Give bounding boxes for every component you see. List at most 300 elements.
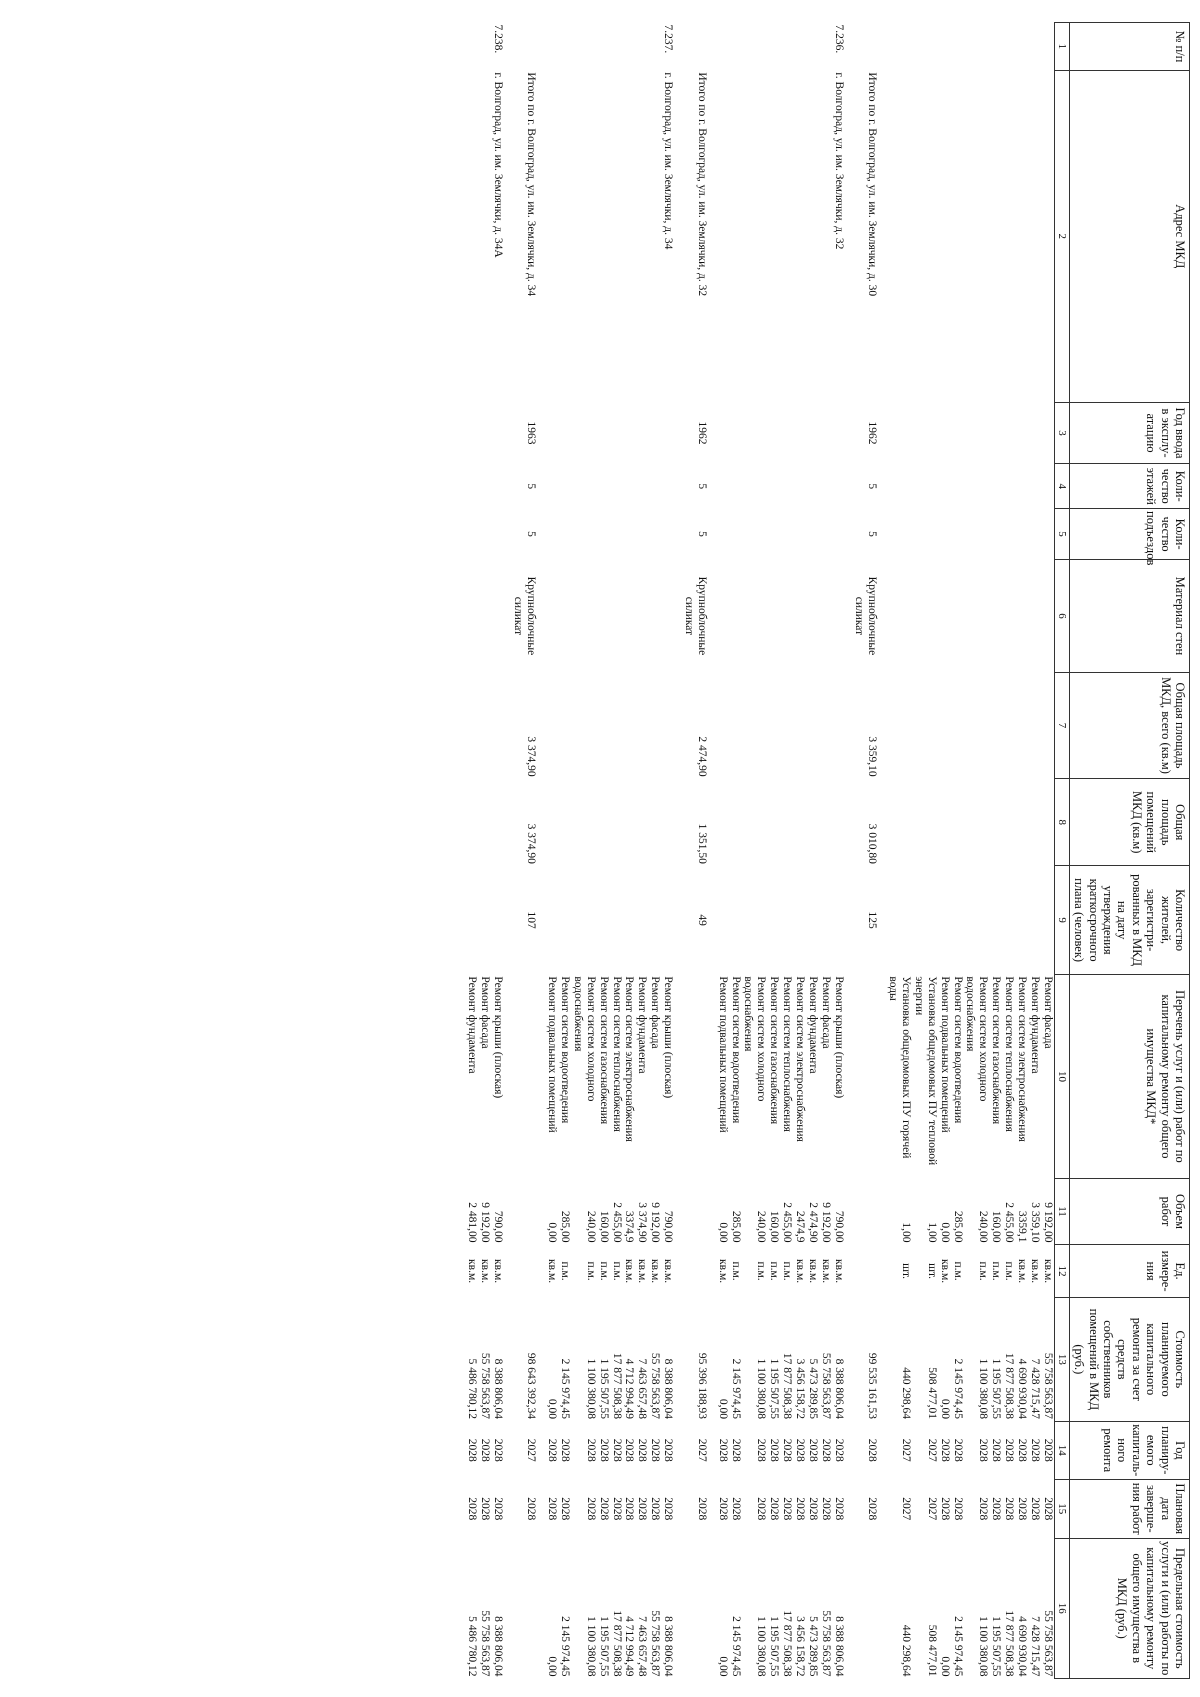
cell-limit: 8 388 806,04 [491, 1616, 504, 1677]
cell-cost: 55 758 563,87 [819, 1352, 832, 1420]
cell-address [1041, 70, 1054, 402]
cell-cost: 1 195 507,55 [597, 1358, 610, 1420]
cell-area [1028, 672, 1041, 778]
table-row [545, 23, 558, 1679]
cell-area [767, 672, 780, 778]
table-row [793, 23, 806, 1679]
cell-unit: п.м. [559, 1261, 572, 1281]
cell-work: Ремонт подвальных помещений [546, 976, 559, 1133]
cell-area [597, 672, 610, 778]
cell-area-prem [742, 779, 768, 866]
table-row [558, 23, 571, 1679]
cell-floors [465, 464, 478, 509]
table-row [478, 23, 491, 1679]
cell-limit: 0,00 [546, 1656, 559, 1677]
capital-repair-table [465, 22, 1190, 1679]
cell-address [806, 70, 819, 402]
cell-unit: п.м. [768, 1261, 781, 1281]
cell-year [558, 402, 571, 464]
cell-floors [951, 464, 964, 509]
cell-area [661, 672, 674, 778]
cell-unit: п.м. [781, 1261, 794, 1281]
cell-plan-year: 2028 [610, 1438, 623, 1462]
cell-volume: 160,00 [768, 1210, 781, 1243]
cell-area-prem [716, 779, 729, 866]
cell-year [1002, 402, 1015, 464]
cell-plan-year: 2028 [866, 1438, 879, 1462]
cell-work: Ремонт фундамента [806, 976, 819, 1074]
table-row [635, 23, 648, 1679]
cell-area [465, 672, 478, 778]
cell-cost: 8 388 806,04 [832, 1358, 845, 1420]
cell-material [571, 560, 597, 673]
cell-work [853, 974, 879, 1178]
cell-year [742, 402, 768, 464]
cell-work: Ремонт систем водоотведения [559, 976, 572, 1124]
cell-floors [1028, 464, 1041, 509]
cell-work: Ремонт фундамента [465, 976, 478, 1074]
cell-floors [832, 464, 845, 509]
cell-no: 7.236. [832, 24, 845, 54]
cell-area-prem [1041, 779, 1054, 866]
cell-unit: п.м. [729, 1261, 742, 1281]
cell-cost: 5 473 289,85 [806, 1358, 819, 1420]
cell-material [558, 560, 571, 673]
cell-floors [478, 464, 491, 509]
table-row [716, 23, 729, 1679]
cell-limit: 0,00 [716, 1656, 729, 1677]
cell-unit: кв.м. [662, 1259, 675, 1284]
cell-year [635, 402, 648, 464]
cell-cost: 99 535 161,53 [866, 1352, 879, 1420]
cell-work: Ремонт подвальных помещений [716, 976, 729, 1133]
cell-limit: 17 877 508,38 [1003, 1610, 1016, 1677]
cell-floors: 5 [866, 483, 879, 490]
cell-residents [819, 866, 832, 974]
cell-material [742, 560, 768, 673]
cell-limit: 8 388 806,04 [832, 1616, 845, 1677]
cell-volume: 3359,1 [1015, 1210, 1028, 1243]
cell-area [729, 672, 742, 778]
cell-area [491, 672, 504, 778]
column-header: Адрес МКД [1070, 70, 1190, 402]
cell-residents [716, 866, 729, 974]
cell-year [1028, 402, 1041, 464]
cell-area-prem [819, 779, 832, 866]
cell-area-prem [806, 779, 819, 866]
cell-year [465, 402, 478, 464]
cell-area-prem [832, 779, 845, 866]
cell-cost: 8 388 806,04 [662, 1358, 675, 1420]
cell-area [806, 672, 819, 778]
table-row [806, 23, 819, 1679]
cell-no [465, 23, 478, 71]
table-row [571, 23, 597, 1679]
cell-limit: 0,00 [938, 1656, 951, 1677]
cell-plan-year: 2028 [465, 1438, 478, 1462]
rotated-table-sheet [42, 22, 1190, 1679]
cell-cost: 7 463 657,48 [636, 1358, 649, 1420]
cell-end-date: 2028 [584, 1497, 597, 1521]
cell-residents [951, 866, 964, 974]
cell-residents [912, 866, 938, 974]
cell-no [912, 23, 938, 71]
cell-volume: 9 192,00 [1041, 1202, 1054, 1243]
table-body [465, 23, 1054, 1679]
cell-residents: 107 [525, 911, 538, 929]
cell-area-prem [597, 779, 610, 866]
table-row [964, 23, 990, 1679]
cell-plan-year: 2028 [716, 1438, 729, 1462]
cell-area [610, 672, 623, 778]
cell-floors [938, 464, 951, 509]
cell-entrances [780, 509, 793, 560]
cell-volume: 3 374,90 [636, 1202, 649, 1243]
cell-year [648, 402, 661, 464]
cell-address [635, 70, 648, 402]
cell-plan-year: 2028 [781, 1438, 794, 1462]
cell-unit [853, 1244, 879, 1297]
column-number: 14 [1054, 1421, 1069, 1479]
cell-area-prem [623, 779, 636, 866]
cell-residents [767, 866, 780, 974]
cell-material [478, 560, 491, 673]
cell-entrances [648, 509, 661, 560]
cell-unit: п.м. [755, 1261, 768, 1281]
cell-plan-year: 2028 [636, 1438, 649, 1462]
cell-material [832, 560, 845, 673]
table-row [912, 23, 938, 1679]
table-row [780, 23, 793, 1679]
cell-residents [648, 866, 661, 974]
cell-entrances [661, 509, 674, 560]
cell-address [964, 70, 990, 402]
row-spacer [845, 23, 853, 1679]
cell-area-prem [571, 779, 597, 866]
cell-work: Ремонт систем водоотведения [729, 976, 742, 1124]
cell-no [1015, 23, 1028, 71]
cell-area [648, 672, 661, 778]
cell-residents [806, 866, 819, 974]
cell-plan-year: 2028 [478, 1438, 491, 1462]
cell-area-prem [793, 779, 806, 866]
cell-entrances [767, 509, 780, 560]
cell-cost: 1 100 380,08 [755, 1358, 768, 1420]
cell-entrances [1015, 509, 1028, 560]
cell-limit: 7 463 657,48 [636, 1616, 649, 1677]
cell-address [819, 70, 832, 402]
cell-volume: 2 455,00 [1003, 1202, 1016, 1243]
cell-cost: 2 145 974,45 [951, 1358, 964, 1420]
cell-area [989, 672, 1002, 778]
cell-unit: шт. [925, 1263, 938, 1280]
cell-volume: 2 474,90 [806, 1202, 819, 1243]
cell-volume [853, 1179, 879, 1245]
cell-floors [729, 464, 742, 509]
cell-residents [989, 866, 1002, 974]
cell-no [819, 23, 832, 71]
cell-end-date: 2028 [695, 1497, 708, 1521]
cell-unit: п.м. [1003, 1261, 1016, 1281]
cell-plan-year: 2028 [832, 1438, 845, 1462]
cell-year [767, 402, 780, 464]
table-row [1015, 23, 1028, 1679]
cell-limit: 440 298,64 [900, 1624, 913, 1677]
cell-residents: 49 [695, 914, 708, 926]
cell-year [806, 402, 819, 464]
cell-residents [661, 866, 674, 974]
cell-residents [478, 866, 491, 974]
cell-floors [610, 464, 623, 509]
cell-unit: кв.м. [649, 1259, 662, 1284]
cell-end-date: 2028 [768, 1497, 781, 1521]
cell-material [938, 560, 951, 673]
cell-floors [571, 464, 597, 509]
cell-area [635, 672, 648, 778]
cell-entrances [478, 509, 491, 560]
column-number: 2 [1054, 70, 1069, 402]
cell-year [1041, 402, 1054, 464]
cell-area-prem [989, 779, 1002, 866]
cell-floors [793, 464, 806, 509]
cell-address [478, 70, 491, 402]
cell-entrances [951, 509, 964, 560]
cell-unit: п.м. [990, 1261, 1003, 1281]
cell-entrances [545, 509, 558, 560]
column-header: Год планиру-емого капиталь-ного ремонта [1070, 1421, 1190, 1479]
cell-cost: 1 195 507,55 [768, 1358, 781, 1420]
cell-unit [512, 1244, 538, 1297]
cell-work [682, 974, 708, 1178]
cell-volume: 160,00 [990, 1210, 1003, 1243]
cell-end-date: 2028 [832, 1497, 845, 1521]
cell-entrances [635, 509, 648, 560]
cell-floors [806, 464, 819, 509]
cell-material [623, 560, 636, 673]
cell-entrances [806, 509, 819, 560]
cell-cost: 1 195 507,55 [990, 1358, 1003, 1420]
cell-address [780, 70, 793, 402]
cell-limit: 55 758 563,87 [649, 1610, 662, 1677]
cell-limit: 55 758 563,87 [819, 1610, 832, 1677]
cell-area-prem [951, 779, 964, 866]
cell-area-prem [938, 779, 951, 866]
cell-work: Ремонт систем теплоснабжения [781, 976, 794, 1132]
cell-material [767, 560, 780, 673]
cell-address [912, 70, 938, 402]
cell-work: Ремонт систем теплоснабжения [1003, 976, 1016, 1132]
cell-no [512, 23, 538, 71]
column-number: 3 [1054, 402, 1069, 464]
cell-no [571, 23, 597, 71]
cell-volume: 3374,9 [623, 1210, 636, 1243]
cell-floors [886, 464, 912, 509]
cell-no [780, 23, 793, 71]
table-row [989, 23, 1002, 1679]
cell-volume: 240,00 [584, 1210, 597, 1243]
cell-area: 3 359,10 [866, 736, 879, 777]
cell-material [989, 560, 1002, 673]
cell-address [989, 70, 1002, 402]
cell-work: Ремонт фундамента [636, 976, 649, 1074]
cell-plan-year: 2028 [806, 1438, 819, 1462]
cell-work: Ремонт систем газоснабжения [990, 976, 1003, 1125]
cell-cost: 17 877 508,38 [1003, 1352, 1016, 1420]
cell-work: Ремонт фасада [1041, 976, 1054, 1049]
table-row [729, 23, 742, 1679]
cell-cost: 1 100 380,08 [977, 1358, 990, 1420]
cell-year [780, 402, 793, 464]
table-row [951, 23, 964, 1679]
cell-residents [742, 866, 768, 974]
cell-limit: 17 877 508,38 [781, 1610, 794, 1677]
cell-area-prem [610, 779, 623, 866]
cell-plan-year: 2028 [1028, 1438, 1041, 1462]
cell-work: Установка общедомовых ПУ горячей воды [887, 976, 913, 1159]
cell-area-prem [912, 779, 938, 866]
cell-no [742, 23, 768, 71]
cell-year [478, 402, 491, 464]
cell-floors [635, 464, 648, 509]
cell-end-date: 2028 [990, 1497, 1003, 1521]
cell-address [716, 70, 729, 402]
column-number: 5 [1054, 509, 1069, 560]
column-header: Общая площадь МКД, всего (кв.м) [1070, 672, 1190, 778]
cell-volume: 160,00 [597, 1210, 610, 1243]
column-number-row [1054, 23, 1069, 1679]
table-row [1041, 23, 1054, 1679]
cell-address [465, 70, 478, 402]
cell-volume: 9 192,00 [478, 1202, 491, 1243]
cell-volume: 1,00 [925, 1222, 938, 1243]
cell-entrances [793, 509, 806, 560]
cell-end-date: 2028 [597, 1497, 610, 1521]
cell-unit [682, 1244, 708, 1297]
column-header: Предельная стоимость услуги и (или) работы по капитальному ремонту общего имущества в МКД (руб.) [1070, 1538, 1190, 1679]
cell-plan-year: 2027 [695, 1438, 708, 1462]
column-number: 15 [1054, 1480, 1069, 1538]
cell-end-date: 2028 [546, 1497, 559, 1521]
column-number: 16 [1054, 1538, 1069, 1679]
cell-volume: 9 192,00 [649, 1202, 662, 1243]
cell-limit: 1 195 507,55 [990, 1616, 1003, 1677]
cell-area-prem [478, 779, 491, 866]
row-spacer [504, 23, 512, 1679]
cell-entrances [623, 509, 636, 560]
cell-material: Крупноблочные силикат [512, 576, 538, 656]
cell-unit: п.м. [951, 1261, 964, 1281]
cell-plan-year: 2028 [649, 1438, 662, 1462]
cell-volume: 2 455,00 [781, 1202, 794, 1243]
column-header: Коли-чество подъездов [1070, 509, 1190, 560]
table-row [886, 23, 912, 1679]
cell-volume: 9 192,00 [819, 1202, 832, 1243]
cell-end-date: 2028 [610, 1497, 623, 1521]
cell-area [780, 672, 793, 778]
cell-entrances [989, 509, 1002, 560]
table-row [1002, 23, 1015, 1679]
cell-end-date: 2027 [900, 1497, 913, 1521]
total-row [682, 23, 708, 1679]
table-row [1028, 23, 1041, 1679]
cell-address [571, 70, 597, 402]
cell-end-date: 2028 [806, 1497, 819, 1521]
cell-material [661, 560, 674, 673]
cell-year [661, 402, 674, 464]
cell-end-date: 2028 [649, 1497, 662, 1521]
cell-end-date: 2028 [1015, 1497, 1028, 1521]
cell-plan-year: 2027 [900, 1438, 913, 1462]
cell-end-date: 2027 [925, 1497, 938, 1521]
cell-entrances [832, 509, 845, 560]
cell-volume [682, 1179, 708, 1245]
cell-no [635, 23, 648, 71]
cell-end-date: 2028 [491, 1497, 504, 1521]
cell-work: Ремонт систем газоснабжения [768, 976, 781, 1125]
cell-end-date: 2028 [525, 1497, 538, 1521]
cell-work: Ремонт систем электроснабжения [1015, 976, 1028, 1142]
row-spacer [537, 23, 545, 1679]
cell-entrances [716, 509, 729, 560]
column-header: Ед. измере-ния [1070, 1244, 1190, 1297]
column-number: 13 [1054, 1298, 1069, 1421]
cell-no [729, 23, 742, 71]
table-row [819, 23, 832, 1679]
table-row [661, 23, 674, 1679]
cell-area-prem [964, 779, 990, 866]
cell-limit [512, 1538, 538, 1679]
table-row [597, 23, 610, 1679]
cell-residents [558, 866, 571, 974]
cell-cost: 4 712 994,49 [623, 1358, 636, 1420]
cell-floors: 5 [695, 483, 708, 490]
column-header: Перечень услуг и (или) работ по капитальному ремонту общего имущества МКД* [1070, 974, 1190, 1178]
cell-area [545, 672, 558, 778]
cell-material [951, 560, 964, 673]
cell-no [623, 23, 636, 71]
table-row [938, 23, 951, 1679]
cell-address [1002, 70, 1015, 402]
cell-work: Ремонт крыши (плоская) [662, 976, 675, 1099]
column-number: 9 [1054, 866, 1069, 974]
cell-area [716, 672, 729, 778]
cell-cost: 7 428 715,47 [1028, 1358, 1041, 1420]
cell-address: Итого по г. Волгоград, ул. им. Землячки, д. 30 [866, 72, 879, 297]
cell-floors [819, 464, 832, 509]
cell-area [1041, 672, 1054, 778]
cell-work: Ремонт крыши (плоская) [832, 976, 845, 1099]
cell-limit: 55 758 563,87 [478, 1610, 491, 1677]
cell-work: Ремонт систем холодного водоснабжения [571, 976, 597, 1102]
cell-material [635, 560, 648, 673]
column-header: Плановая дата заверше-ния работ [1070, 1480, 1190, 1538]
cell-no: 7.237. [662, 24, 675, 54]
cell-unit: п.м. [584, 1261, 597, 1281]
cell-volume: 0,00 [716, 1222, 729, 1243]
cell-unit: кв.м. [1015, 1259, 1028, 1284]
cell-floors [623, 464, 636, 509]
cell-entrances [886, 509, 912, 560]
cell-floors [545, 464, 558, 509]
cell-year [964, 402, 990, 464]
cell-entrances [819, 509, 832, 560]
cell-end-date: 2028 [755, 1497, 768, 1521]
cell-cost: 55 758 563,87 [649, 1352, 662, 1420]
cell-plan-year: 2028 [938, 1438, 951, 1462]
cell-material [912, 560, 938, 673]
cell-address [1028, 70, 1041, 402]
cell-volume: 3 359,10 [1028, 1202, 1041, 1243]
